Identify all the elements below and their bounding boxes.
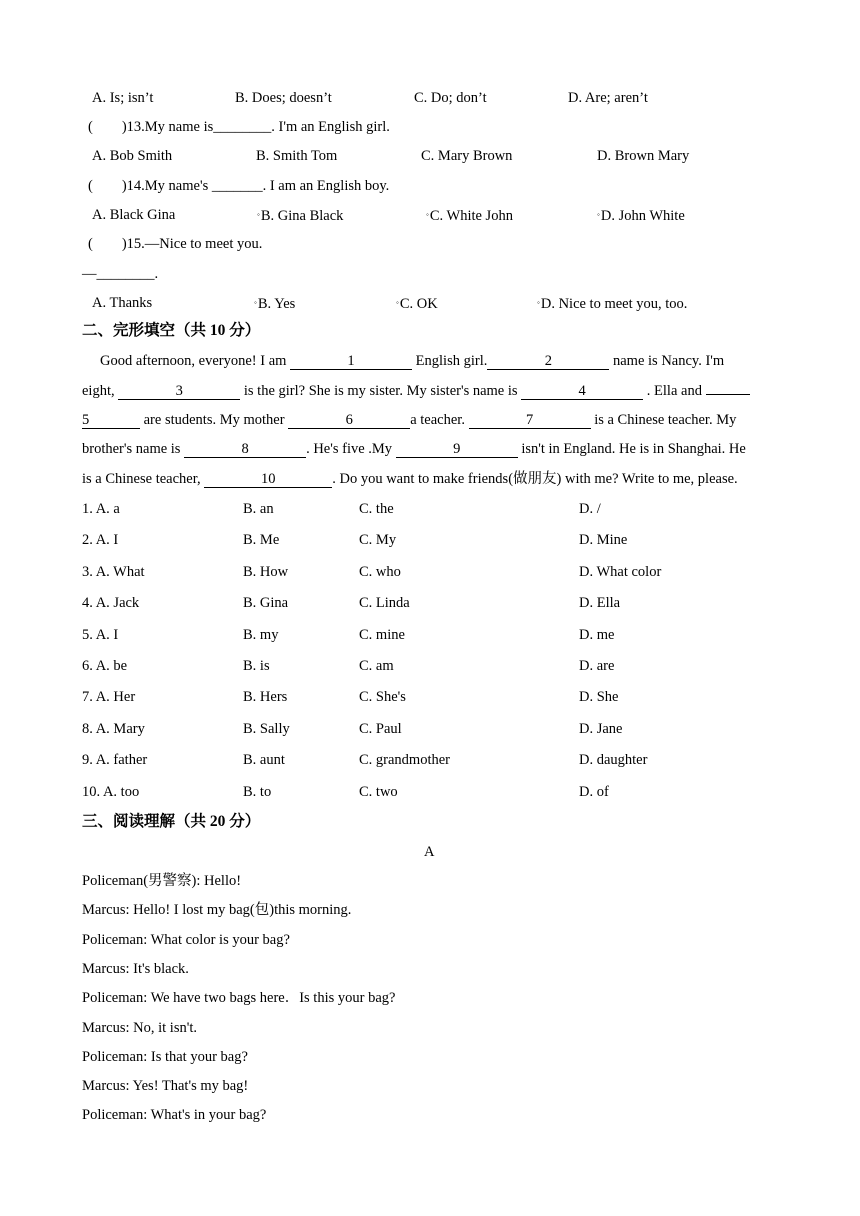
cloze-blank-10: 10 xyxy=(204,472,332,488)
cloze-blank-5-start xyxy=(706,394,750,395)
q15-option-b-marker: ◦ xyxy=(254,298,257,307)
cloze-option-4-a: 4. A. Jack xyxy=(82,595,140,612)
cloze-option-5-b: B. my xyxy=(243,626,279,643)
q13-option-d: D. Brown Mary xyxy=(597,148,690,164)
cloze-blank-9: 9 xyxy=(396,442,518,458)
cloze-text: name is Nancy. I'm xyxy=(613,353,725,369)
cloze-text: brother's name is xyxy=(82,441,181,457)
q15-option-a: A. Thanks xyxy=(92,295,153,311)
cloze-text: Good afternoon, everyone! I am xyxy=(100,353,287,369)
q13-question: ( )13.My name is________. I'm an English girl. xyxy=(88,119,390,135)
dialogue-line: Marcus: No, it isn't. xyxy=(82,1019,197,1036)
cloze-option-5-c: C. mine xyxy=(359,626,405,643)
cloze-option-9-b: B. aunt xyxy=(243,752,285,769)
q13-option-c: C. Mary Brown xyxy=(421,148,513,164)
cloze-option-1-d: D. / xyxy=(579,501,601,517)
cloze-line-4 xyxy=(82,440,746,458)
cloze-option-6-a: 6. A. be xyxy=(82,658,128,674)
cloze-option-2-c: C. My xyxy=(359,532,397,549)
cloze-blank-2: 2 xyxy=(487,354,609,370)
section-cloze-heading: 二、完形填空（共 10 分） xyxy=(82,322,261,339)
q15-option-d-text: D. Nice to meet you, too. xyxy=(540,296,688,312)
q14-option-b-text: B. Gina Black xyxy=(260,208,344,224)
dialogue-line: Policeman(男警察): Hello! xyxy=(82,873,242,889)
dialogue-line: Marcus: It's black. xyxy=(82,960,189,977)
cloze-option-2-d: D. Mine xyxy=(579,532,628,549)
cloze-line-5 xyxy=(82,470,738,488)
cloze-option-3-c: C. who xyxy=(359,563,401,580)
cloze-text: isn't in England. He is in Shanghai. He xyxy=(521,441,746,457)
cloze-option-7-b: B. Hers xyxy=(243,689,288,706)
cloze-text: a teacher. xyxy=(410,412,465,428)
q15-option-b xyxy=(254,294,295,313)
dialogue-line: Marcus: Yes! That's my bag! xyxy=(82,1078,249,1095)
q14-question: ( )14.My name's _______. I am an English boy. xyxy=(88,178,390,194)
q15-question: ( )15.—Nice to meet you. xyxy=(88,236,263,252)
reading-passage-label: A xyxy=(424,844,435,860)
q12-option-b: B. Does; doesn’t xyxy=(235,90,332,106)
dialogue-line: Policeman: Is that your bag? xyxy=(82,1048,248,1065)
q14-option-b-marker: ◦ xyxy=(257,210,260,219)
dialogue-line: Marcus: Hello! I lost my bag(包)this morning. xyxy=(82,902,352,919)
cloze-option-9-c: C. grandmother xyxy=(359,752,451,769)
dialogue-line: Policeman: What's in your bag? xyxy=(82,1107,267,1124)
q12-option-c: C. Do; don’t xyxy=(414,90,487,106)
q15-option-d xyxy=(537,294,687,313)
cloze-option-5-d: D. me xyxy=(579,626,615,643)
cloze-line-3 xyxy=(82,411,736,429)
q15-option-b-text: B. Yes xyxy=(257,296,296,312)
cloze-option-7-a: 7. A. Her xyxy=(82,689,136,706)
cloze-text: eight, xyxy=(82,383,115,399)
q13-option-b: B. Smith Tom xyxy=(256,148,338,164)
cloze-option-3-d: D. What color xyxy=(579,563,662,580)
cloze-option-10-a: 10. A. too xyxy=(82,783,140,800)
cloze-option-1-b: B. an xyxy=(243,501,274,517)
cloze-blank-6: 6 xyxy=(288,413,410,429)
cloze-option-1-c: C. the xyxy=(359,501,394,517)
cloze-blank-3: 3 xyxy=(118,384,240,400)
cloze-option-8-a: 8. A. Mary xyxy=(82,720,145,737)
cloze-option-7-c: C. She's xyxy=(359,689,406,706)
cloze-option-10-d: D. of xyxy=(579,783,609,800)
cloze-option-2-b: B. Me xyxy=(243,532,280,549)
cloze-text: English girl. xyxy=(415,353,488,369)
dialogue-line: Policeman: We have two bags here．Is this your bag? xyxy=(82,990,396,1007)
q15-option-c-marker: ◦ xyxy=(396,298,399,307)
cloze-option-10-b: B. to xyxy=(243,783,272,800)
q15-option-c xyxy=(396,294,438,313)
cloze-option-4-b: B. Gina xyxy=(243,595,289,612)
cloze-option-10-c: C. two xyxy=(359,783,398,800)
cloze-text: are students. My mother xyxy=(143,412,285,428)
cloze-option-9-d: D. daughter xyxy=(579,752,648,769)
cloze-blank-1: 1 xyxy=(290,354,412,370)
cloze-text: . Ella and xyxy=(646,383,702,399)
cloze-blank-8: 8 xyxy=(184,442,306,458)
cloze-option-2-a: 2. A. I xyxy=(82,532,119,549)
cloze-option-4-d: D. Ella xyxy=(579,595,621,612)
cloze-option-8-c: C. Paul xyxy=(359,720,402,737)
cloze-option-6-d: D. are xyxy=(579,658,615,674)
q14-option-d-marker: ◦ xyxy=(597,210,600,219)
cloze-text: . He's five .My xyxy=(306,441,393,457)
cloze-option-8-d: D. Jane xyxy=(579,720,623,737)
cloze-blank-4: 4 xyxy=(521,384,643,400)
cloze-text: is a Chinese teacher, xyxy=(82,471,201,487)
q14-option-d xyxy=(597,206,685,225)
cloze-option-3-a: 3. A. What xyxy=(82,563,145,580)
dialogue-line: Policeman: What color is your bag? xyxy=(82,931,290,948)
cloze-text: is the girl? She is my sister. My sister's name is xyxy=(243,383,518,399)
cloze-option-7-d: D. She xyxy=(579,689,619,706)
cloze-option-3-b: B. How xyxy=(243,563,289,580)
cloze-option-4-c: C. Linda xyxy=(359,595,410,612)
cloze-text: is a Chinese teacher. My xyxy=(594,412,737,428)
cloze-blank-7: 7 xyxy=(469,413,591,429)
q15-option-d-marker: ◦ xyxy=(537,298,540,307)
cloze-option-6-c: C. am xyxy=(359,658,394,674)
cloze-blank-5-end: 5 xyxy=(82,413,140,429)
q14-option-a: A. Black Gina xyxy=(92,207,176,223)
cloze-option-5-a: 5. A. I xyxy=(82,626,119,643)
cloze-option-8-b: B. Sally xyxy=(243,720,290,737)
q14-option-c-marker: ◦ xyxy=(426,210,429,219)
q13-option-a: A. Bob Smith xyxy=(92,148,173,164)
cloze-line-1 xyxy=(100,352,724,370)
q14-option-c xyxy=(426,206,513,225)
q14-option-c-text: C. White John xyxy=(429,208,513,224)
q15-response-line: —________. xyxy=(82,266,159,282)
cloze-option-1-a: 1. A. a xyxy=(82,501,120,517)
q15-option-c-text: C. OK xyxy=(399,296,438,312)
q12-option-d: D. Are; aren’t xyxy=(568,90,648,106)
cloze-text: . Do you want to make friends(做朋友) with me? Write to me, please. xyxy=(332,471,738,487)
cloze-option-9-a: 9. A. father xyxy=(82,752,148,769)
cloze-option-6-b: B. is xyxy=(243,658,270,674)
q12-option-a: A. Is; isn’t xyxy=(92,90,154,106)
cloze-line-2 xyxy=(82,382,750,400)
q14-option-d-text: D. John White xyxy=(600,208,685,224)
section-reading-heading: 三、阅读理解（共 20 分） xyxy=(82,813,261,830)
q14-option-b xyxy=(257,206,343,225)
